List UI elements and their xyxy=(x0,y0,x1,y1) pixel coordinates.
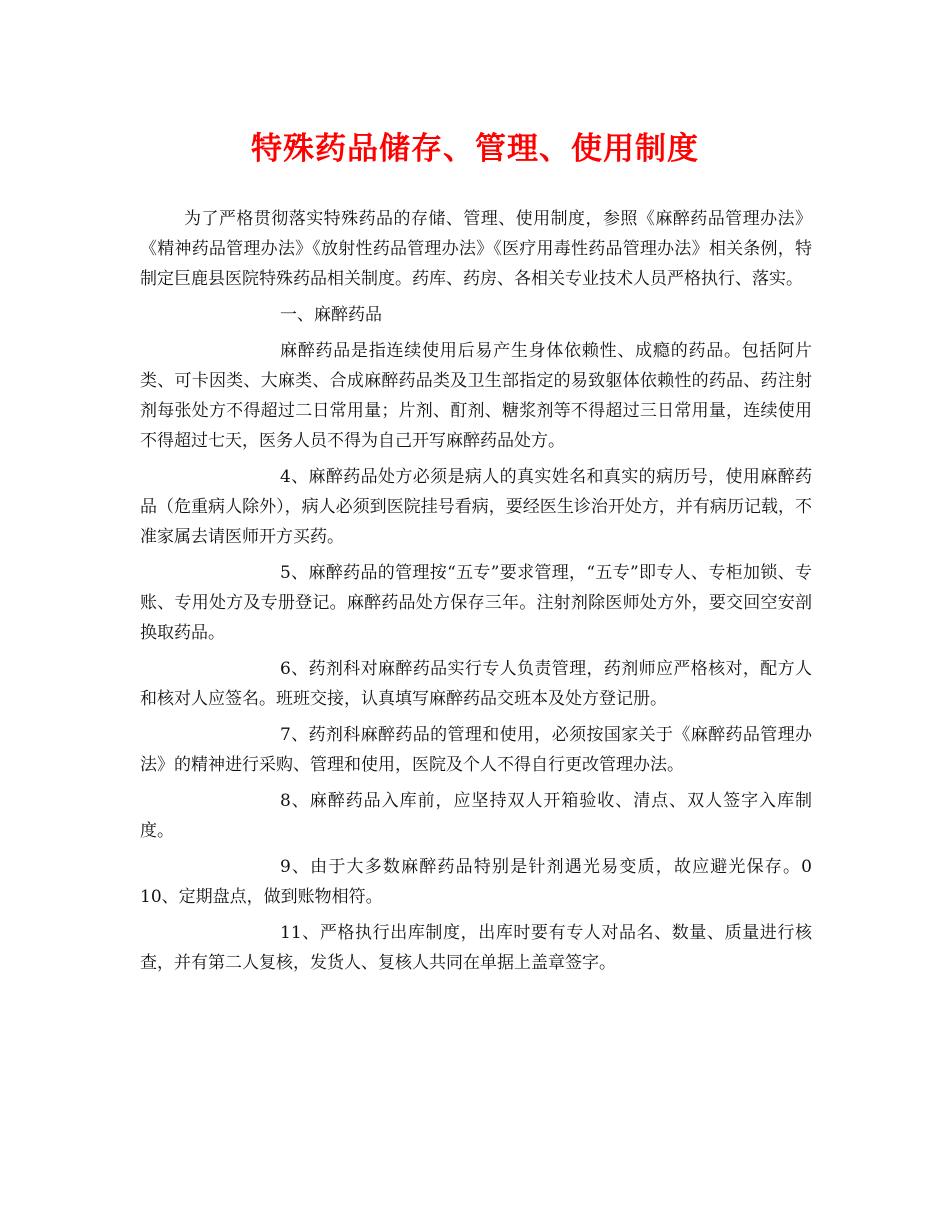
paragraph-item-4: 4、麻醉药品处方必须是病人的真实姓名和真实的病历号，使用麻醉药品（危重病人除外），病人必须到医院挂号看病，要经医生诊治开处方，并有病历记载，不准家属去请医师开方买药。 xyxy=(140,467,812,547)
paragraph-item-8: 8、麻醉药品入库前，应坚持双人开箱验收、清点、双人签字入库制度。 xyxy=(140,791,812,841)
paragraph-definition: 麻醉药品是指连续使用后易产生身体依赖性、成瘾的药品。包括阿片类、可卡因类、大麻类、合成麻醉药品类及卫生部指定的易致躯体依赖性的药品、药注射剂每张处方不得超过二日常用量；片剂、酊剂、糖浆剂等不得超过三日常用量，连续使用不得超过七天，医务人员不得为自己开写麻醉药品处方。 xyxy=(140,341,812,451)
paragraph-intro: 为了严格贯彻落实特殊药品的存储、管理、使用制度，参照《麻醉药品管理办法》《精神药品管理办法》《放射性药品管理办法》《医疗用毒性药品管理办法》相关条例，特制定巨鹿县医院特殊药品相关制度。药库、药房、各相关专业技术人员严格执行、落实。 xyxy=(140,209,812,289)
document-title: 特殊药品储存、管理、使用制度 xyxy=(251,131,699,167)
paragraph-item-11: 11、严格执行出库制度，出库时要有专人对品名、数量、质量进行核查，并有第二人复核，发货人、复核人共同在单据上盖章签字。 xyxy=(140,923,812,973)
document-body xyxy=(140,204,812,984)
paragraph-item-7: 7、药剂科麻醉药品的管理和使用，必须按国家关于《麻醉药品管理办法》的精神进行采购、管理和使用，医院及个人不得自行更改管理办法。 xyxy=(140,725,812,775)
paragraph-item-9-10: 9、由于大多数麻醉药品特别是针剂遇光易变质，故应避光保存。0 10、定期盘点，做到账物相符。 xyxy=(140,857,812,907)
paragraph-item-6: 6、药剂科对麻醉药品实行专人负责管理，药剂师应严格核对，配方人和核对人应签名。班班交接，认真填写麻醉药品交班本及处方登记册。 xyxy=(140,659,812,709)
paragraph-item-5: 5、麻醉药品的管理按“五专”要求管理，“五专”即专人、专柜加锁、专账、专用处方及专册登记。麻醉药品处方保存三年。注射剂除医师处方外，要交回空安剖换取药品。 xyxy=(140,563,812,643)
section-heading-anesthetics: 一、麻醉药品 xyxy=(280,305,382,325)
